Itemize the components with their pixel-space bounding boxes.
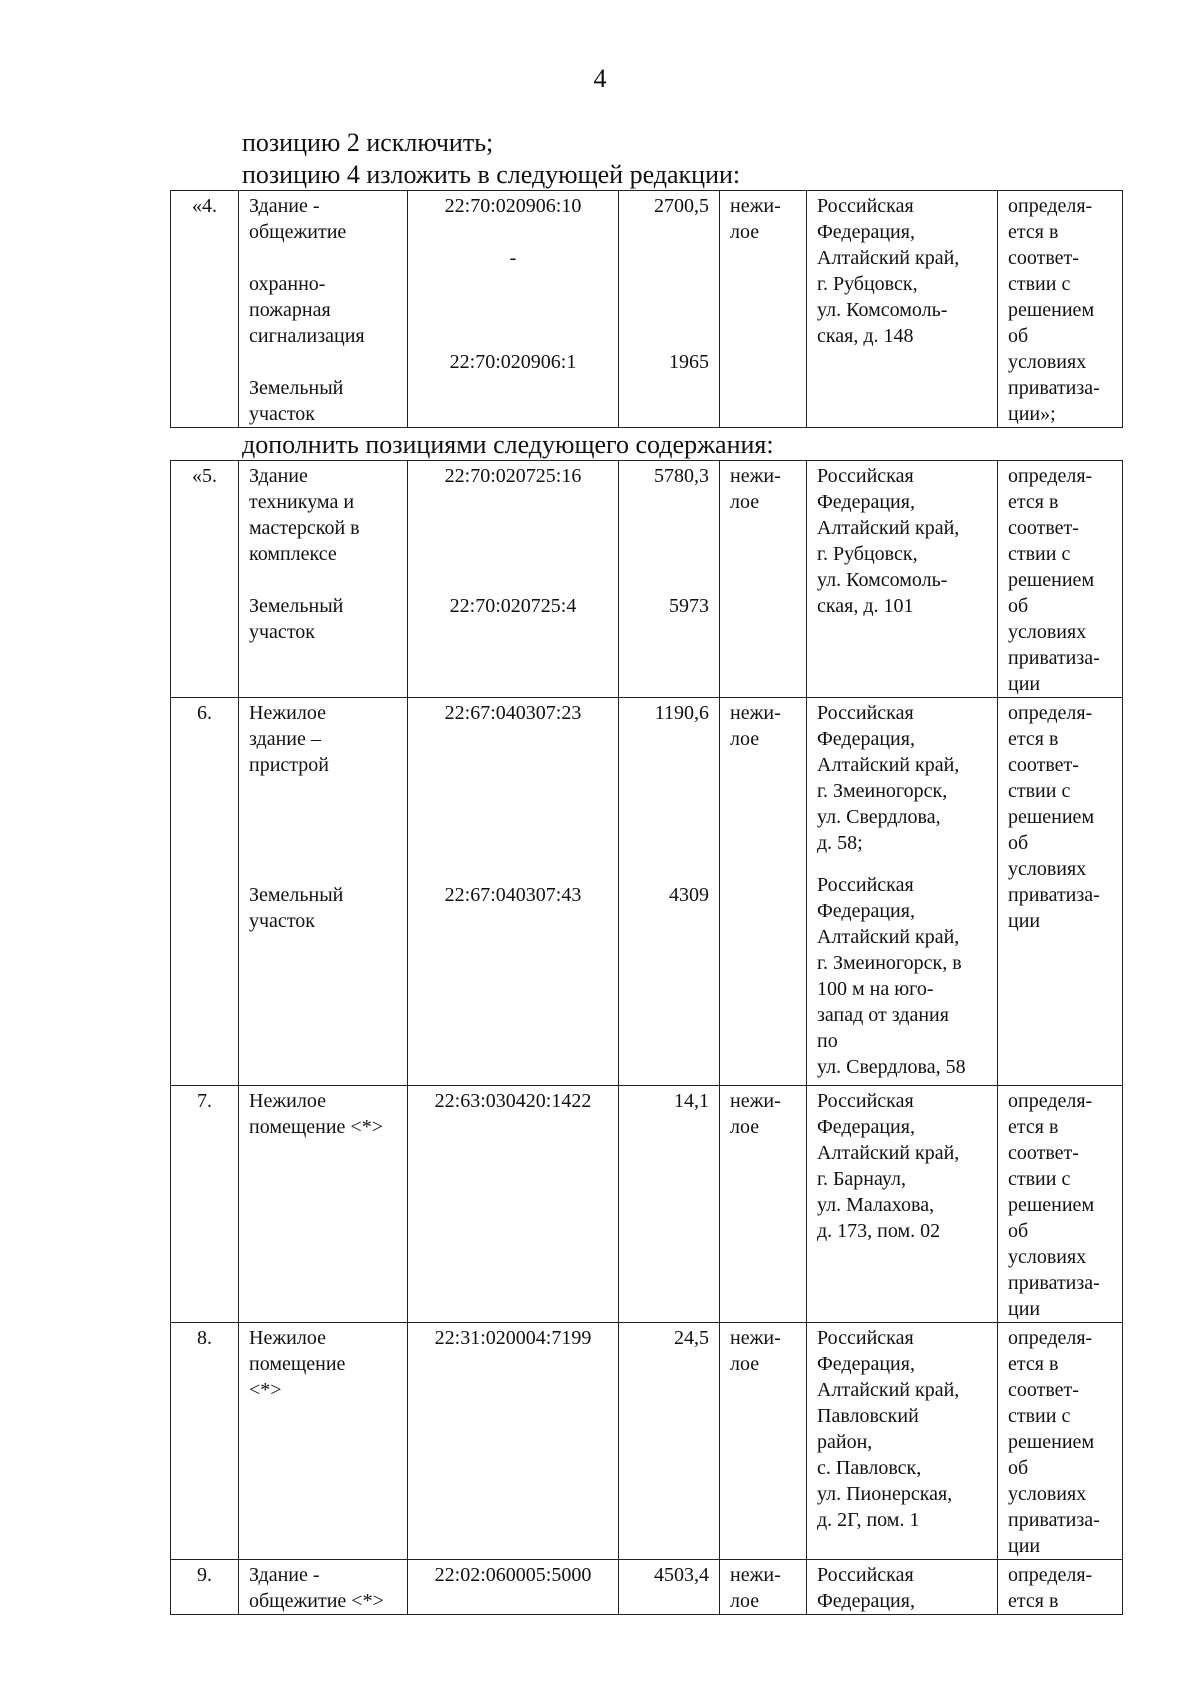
address-line: Российская [817, 465, 914, 487]
object-name: общежитие <*> [249, 1590, 384, 1612]
method-line: ции»; [1008, 403, 1056, 425]
address-line: Российская [817, 1327, 914, 1349]
purpose: лое [730, 491, 760, 513]
address-line: Федерация, [817, 221, 915, 243]
object-name-cell [239, 191, 408, 428]
purpose-cell [720, 698, 807, 1086]
area-value: 5780,3 [654, 465, 709, 487]
method-line: соответ- [1008, 754, 1079, 776]
method-line: решением [1008, 1194, 1095, 1216]
spacer [249, 245, 397, 271]
address-line: г. Змеиногорск, в [817, 952, 962, 974]
method-line: условиях [1008, 621, 1087, 643]
address-line: Алтайский край, [817, 247, 960, 269]
address-line: Алтайский край, [817, 1142, 960, 1164]
address-cell [807, 1560, 998, 1615]
address-line: с. Павловск, [817, 1457, 922, 1479]
spacer [418, 271, 608, 349]
method-line: определя- [1008, 465, 1093, 487]
object-name: здание – [249, 728, 321, 750]
cadastral-number-cell [408, 1086, 619, 1323]
spacer [629, 219, 709, 323]
object-name: сигнализация [249, 325, 365, 347]
method-line: решением [1008, 1431, 1095, 1453]
object-name-cell [239, 1560, 408, 1615]
method-line: ется в [1008, 1116, 1059, 1138]
instruction-exclude-position-2: позицию 2 исключить; [242, 128, 494, 157]
cadastral-number: - [509, 247, 517, 269]
method-line: ции [1008, 1535, 1041, 1557]
address-line: г. Барнаул, [817, 1168, 906, 1190]
spacer [249, 856, 397, 882]
area-value: 14,1 [674, 1090, 709, 1112]
cadastral-number: 22:70:020906:10 [444, 195, 582, 217]
method-line: приватиза- [1008, 377, 1100, 399]
privatization-method-cell [998, 191, 1123, 428]
table-row [171, 1086, 1123, 1323]
purpose: лое [730, 728, 760, 750]
method-line: условиях [1008, 858, 1087, 880]
address-line: ул. Свердлова, [817, 806, 941, 828]
method-line: ется в [1008, 1353, 1059, 1375]
object-name: комплексе [249, 543, 337, 565]
address-line: д. 2Г, пом. 1 [817, 1509, 920, 1531]
cadastral-number: 22:67:040307:23 [444, 702, 582, 724]
method-line: об [1008, 832, 1029, 854]
cadastral-number-cell [408, 461, 619, 698]
method-line: определя- [1008, 1327, 1093, 1349]
method-line: ции [1008, 673, 1041, 695]
method-line: ется в [1008, 728, 1059, 750]
address-line: запад от здания [817, 1004, 949, 1026]
area-cell [619, 461, 720, 698]
object-name: мастерской в [249, 517, 360, 539]
area-cell [619, 1560, 720, 1615]
method-line: об [1008, 1220, 1029, 1242]
method-line: об [1008, 595, 1029, 617]
method-line: об [1008, 325, 1029, 347]
object-name-cell [239, 461, 408, 698]
object-name: участок [249, 910, 316, 932]
address-line: Алтайский край, [817, 517, 960, 539]
purpose-cell [720, 1323, 807, 1560]
method-line: решением [1008, 806, 1095, 828]
privatization-method-cell [998, 1560, 1123, 1615]
purpose: нежи- [730, 195, 781, 217]
address-line: Федерация, [817, 728, 915, 750]
spacer [249, 778, 397, 856]
table-row [171, 191, 1123, 428]
method-line: ется в [1008, 491, 1059, 513]
method-line: приватиза- [1008, 1272, 1100, 1294]
area-value: 1190,6 [654, 702, 709, 724]
purpose: нежи- [730, 1090, 781, 1112]
spacer [249, 349, 397, 375]
method-line: определя- [1008, 1564, 1093, 1586]
method-line: ется в [1008, 1590, 1059, 1612]
cadastral-number: 22:02:060005:5000 [434, 1564, 592, 1586]
method-line: соответ- [1008, 1142, 1079, 1164]
address-line: Федерация, [817, 1353, 915, 1375]
row-number: 8. [171, 1323, 239, 1560]
cadastral-number: 22:70:020906:1 [449, 351, 577, 373]
privatization-method-cell [998, 1086, 1123, 1323]
address-line: д. 173, пом. 02 [817, 1220, 941, 1242]
method-line: ется в [1008, 221, 1059, 243]
address-line: ул. Малахова, [817, 1194, 935, 1216]
address-line: ул. Комсомоль- [817, 569, 948, 591]
object-name: Земельный [249, 377, 344, 399]
cadastral-number-cell [408, 1323, 619, 1560]
area-value: 5973 [669, 595, 709, 617]
table-row [171, 1560, 1123, 1615]
area-value: 4503,4 [654, 1564, 709, 1586]
object-name: участок [249, 621, 316, 643]
object-name: Земельный [249, 884, 344, 906]
method-line: условиях [1008, 1483, 1087, 1505]
address-line: г. Рубцовск, [817, 543, 918, 565]
method-line: ствии с [1008, 1405, 1071, 1427]
address-line: Алтайский край, [817, 1379, 960, 1401]
method-line: решением [1008, 299, 1095, 321]
method-line: ствии с [1008, 543, 1071, 565]
method-line: ции [1008, 1298, 1041, 1320]
table-row [171, 698, 1123, 1086]
method-line: условиях [1008, 1246, 1087, 1268]
object-name: участок [249, 403, 316, 425]
method-line: приватиза- [1008, 647, 1100, 669]
cadastral-number: 22:70:020725:16 [444, 465, 582, 487]
row-number: «5. [171, 461, 239, 698]
object-name-cell [239, 1323, 408, 1560]
address-cell [807, 191, 998, 428]
object-name: Здание - [249, 1564, 320, 1586]
address-line: 100 м на юго- [817, 978, 934, 1000]
object-name: пожарная [249, 299, 331, 321]
spacer [249, 567, 397, 593]
address-line: Федерация, [817, 491, 915, 513]
purpose-cell [720, 191, 807, 428]
object-name: Нежилое [249, 1327, 326, 1349]
new-positions-table [170, 460, 1123, 1615]
address-cell [807, 1086, 998, 1323]
object-name: Нежилое [249, 702, 326, 724]
address-cell [807, 461, 998, 698]
object-name: охранно- [249, 273, 326, 295]
area-cell [619, 698, 720, 1086]
method-line: соответ- [1008, 247, 1079, 269]
address-line: Российская [817, 874, 914, 896]
address-line: Федерация, [817, 1116, 915, 1138]
address-line: г. Змеиногорск, [817, 780, 948, 802]
purpose: нежи- [730, 1564, 781, 1586]
purpose-cell [720, 1560, 807, 1615]
object-name: Земельный [249, 595, 344, 617]
cadastral-number: 22:31:020004:7199 [434, 1327, 592, 1349]
method-line: приватиза- [1008, 1509, 1100, 1531]
spacer [629, 489, 709, 593]
purpose-cell [720, 1086, 807, 1323]
address-line: ская, д. 101 [817, 595, 914, 617]
purpose: лое [730, 221, 760, 243]
method-line: определя- [1008, 702, 1093, 724]
address-line: Российская [817, 702, 914, 724]
purpose: нежи- [730, 1327, 781, 1349]
purpose: лое [730, 1116, 760, 1138]
address-line: Российская [817, 195, 914, 217]
cadastral-number: 22:70:020725:4 [449, 595, 577, 617]
table-row [171, 1323, 1123, 1560]
object-name: Нежилое [249, 1090, 326, 1112]
row-number: 9. [171, 1560, 239, 1615]
address-line: Павловский [817, 1405, 919, 1427]
cadastral-number-cell [408, 698, 619, 1086]
address-line: Российская [817, 1564, 914, 1586]
address-line: ская, д. 148 [817, 325, 914, 347]
spacer [629, 830, 709, 882]
area-cell [619, 1323, 720, 1560]
spacer [418, 726, 608, 830]
method-line: ствии с [1008, 1168, 1071, 1190]
address-line: ул. Пионерская, [817, 1483, 953, 1505]
address-line: Федерация, [817, 900, 915, 922]
spacer [418, 489, 608, 593]
method-line: приватиза- [1008, 884, 1100, 906]
object-name: техникума и [249, 491, 355, 513]
cadastral-number-cell [408, 1560, 619, 1615]
object-name: помещение [249, 1353, 346, 1375]
object-name: <*> [249, 1379, 282, 1401]
method-line: соответ- [1008, 1379, 1079, 1401]
position-4-table [170, 190, 1123, 428]
object-name: Здание - [249, 195, 320, 217]
object-name: пристрой [249, 754, 329, 776]
area-value: 24,5 [674, 1327, 709, 1349]
cadastral-number-cell [408, 191, 619, 428]
purpose: лое [730, 1353, 760, 1375]
address-line: Федерация, [817, 1590, 915, 1612]
cadastral-number: 22:63:030420:1422 [434, 1090, 592, 1112]
privatization-method-cell [998, 461, 1123, 698]
privatization-method-cell [998, 698, 1123, 1086]
address-cell [807, 698, 998, 1086]
table-row [171, 461, 1123, 698]
method-line: условиях [1008, 351, 1087, 373]
method-line: определя- [1008, 195, 1093, 217]
purpose-cell [720, 461, 807, 698]
method-line: решением [1008, 569, 1095, 591]
object-name: общежитие [249, 221, 347, 243]
instruction-add-positions: дополнить позициями следующего содержания: [242, 430, 774, 459]
privatization-method-cell [998, 1323, 1123, 1560]
row-number: 7. [171, 1086, 239, 1323]
area-value: 1965 [669, 351, 709, 373]
area-cell [619, 191, 720, 428]
purpose: нежи- [730, 465, 781, 487]
area-cell [619, 1086, 720, 1323]
method-line: определя- [1008, 1090, 1093, 1112]
area-value: 2700,5 [654, 195, 709, 217]
spacer [418, 830, 608, 882]
method-line: ствии с [1008, 273, 1071, 295]
purpose: лое [730, 1590, 760, 1612]
cadastral-number: 22:67:040307:43 [444, 884, 582, 906]
object-name-cell [239, 1086, 408, 1323]
instruction-restate-position-4: позицию 4 изложить в следующей редакции: [242, 160, 741, 189]
object-name: помещение <*> [249, 1116, 383, 1138]
address-line: д. 58; [817, 832, 863, 854]
row-number: 6. [171, 698, 239, 1086]
address-line: Алтайский край, [817, 926, 960, 948]
address-line: Алтайский край, [817, 754, 960, 776]
address-line: ул. Комсомоль- [817, 299, 948, 321]
object-name: Здание [249, 465, 308, 487]
address-line: по [817, 1030, 838, 1052]
address-line: ул. Свердлова, 58 [817, 1056, 966, 1078]
spacer [629, 323, 709, 349]
spacer [418, 219, 608, 245]
address-line: г. Рубцовск, [817, 273, 918, 295]
method-line: об [1008, 1457, 1029, 1479]
row-number: «4. [171, 191, 239, 428]
area-value: 4309 [669, 884, 709, 906]
page-number: 4 [593, 64, 607, 93]
address-line: район, [817, 1431, 873, 1453]
address-cell [807, 1323, 998, 1560]
method-line: ствии с [1008, 780, 1071, 802]
method-line: ции [1008, 910, 1041, 932]
spacer [629, 726, 709, 830]
purpose: нежи- [730, 702, 781, 724]
object-name-cell [239, 698, 408, 1086]
address-line: Российская [817, 1090, 914, 1112]
method-line: соответ- [1008, 517, 1079, 539]
